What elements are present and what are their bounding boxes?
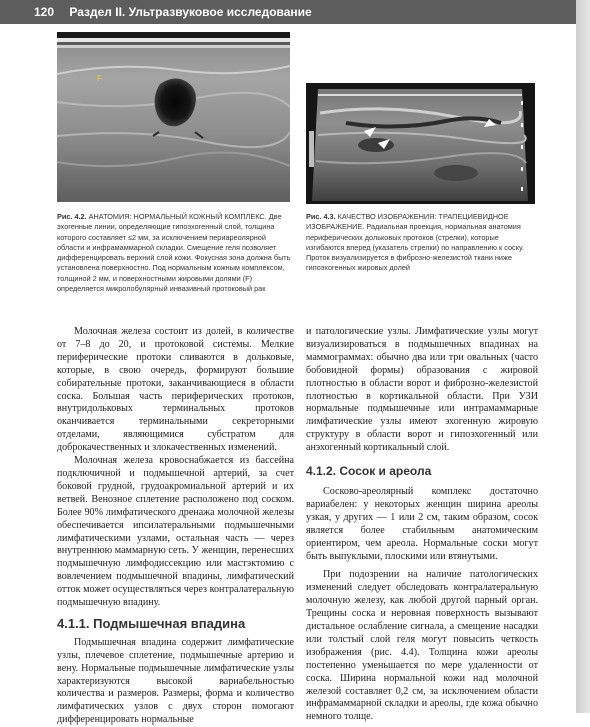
- ultrasound-image-trapezoid: [306, 83, 535, 204]
- paragraph: Сосково-ареолярный комплекс достаточно вариабелен: у некоторых женщин ширина ареолы узкая, у других — 1 или 2 см, таким образом, сосок является более стабильным анатомическим ориентиром, чем ареола. Нормальные соски могут быть выпуклыми, плоскими или втянутыми.: [306, 485, 538, 562]
- figure-4-3-text: КАЧЕСТВО ИЗОБРАЖЕНИЯ: ТРАПЕЦИЕВИДНОЕ ИЗОБРАЖЕНИЕ. Радиальная проекция, нормальная анатомия периферических дольковых протоков (стрелки), которые изгибаются вперед (указатель стрелки) по направлению к соску. Проток визуализируется в фиброзно-железистой ткани ниже гипоэхогенных жировых долей: [306, 212, 524, 273]
- figure-4-2-caption: [57, 212, 294, 294]
- page-edge: [576, 0, 590, 713]
- section-heading-nipple-areola: 4.1.2. Сосок и ареола: [306, 464, 432, 479]
- paragraph: Подмышечная впадина содержит лимфатические узлы, плечевое сплетение, подмышечные артерию и вену. Нормальные подмышечные лимфатические узлы характеризуются высокой вариабельностью количества и размеров. Размеры, форма и количество лимфатических узлов с двух сторон помогают дифференцировать нормальные: [57, 636, 294, 726]
- section-heading-axilla: 4.1.1. Подмышечная впадина: [57, 615, 246, 631]
- paragraph: При подозрении на наличие патологических изменений следует обследовать контралатеральную молочную железу, как любой другой парный орган. Трещины соска и неровная поверхность вызывают дистальное ослабление сигнала, а смещение насадки или толстый слой геля могут повысить четкость изображения (рис. 4.4). Толщина кожи ареолы постепенно уменьшается по мере удаленности от соска. Ширина нормальной кожи над молочной железой составляет 0,2 см, за исключением области инфрамаммарной складки и ареолы, где кожа обычно немного толще.: [306, 569, 538, 723]
- paragraph: и патологические узлы. Лимфатические узлы могут визуализироваться в подмышечных впадинах на маммограммах: обычно два или три овальных (часто бобовидной формы) образования с жировой плотностью в области ворот и фиброзно-железистой плотностью в кортикальной области. При УЗИ нормальные подмышечные или интрамаммарные лимфатические узлы имеют эхогенную жировую структуру в области ворот и гипоэхогенный или анэхогенный кортикальный слой.: [306, 326, 538, 454]
- running-header: [0, 0, 590, 24]
- ultrasound-image-1-graphic: [57, 32, 290, 202]
- section-title: Раздел II. Ультразвуковое исследование: [69, 5, 312, 19]
- left-text-column: [57, 326, 294, 727]
- paragraph: Молочная железа кровоснабжается из бассейна подключичной и подмышечной артерий, за счет боковой грудной, грудоакромиальной артерий и их ветвей. Венозное сплетение расположено под соском. Более 90% лимфатического дренажа молочной железы обеспечивается ипсилатеральными подмышечными лимфатическими узлами, остальная часть — через внутреннюю маммарную сеть. У женщин, перенесших подмышечную лимфодиссекцию или мастэктомию с вовлечением подмышечной впадины, лимфатический отток может осуществляться через контралатеральную подмышечную впадину.: [57, 455, 294, 609]
- right-text-column: [306, 326, 538, 724]
- figure-4-2-label: Рис. 4.2.: [57, 212, 87, 221]
- page-number: 120: [34, 5, 55, 19]
- fat-lobule-marker-label: F: [97, 74, 102, 83]
- paragraph: Молочная железа состоит из долей, в количестве от 7–8 до 20, и протоковой системы. Мелкие периферические протоки сливаются в дольковые, которые, в свою очередь, формируют большие собирательные протоки, заканчивающиеся в области соска. Большая часть периферических протоков, внутридольковых терминальных протоков оканчивается терминальными секреторными отделами, являющимися субстратом для доброкачественных и злокачественных изменений.: [57, 326, 294, 454]
- figure-4-2-text: АНАТОМИЯ: НОРМАЛЬНЫЙ КОЖНЫЙ КОМПЛЕКС. Две эхогенные линии, определяющие гипоэхогенный слой, толщина которого составляет ≤2 мм, за исключением периареолярной области и инфрамаммарной складки. Смещение геля позволяет дифференцировать верхний слой кожи. Фокусная зона должна быть установлена поверхностно. Под нормальным кожным комплексом, толщиной 2 мм, и поверхностными жировыми долями (F) определяется микролобулярный инвазивный протоковый рак: [57, 212, 291, 294]
- ultrasound-image-skin-complex: [57, 32, 290, 202]
- figure-4-3-caption: [306, 212, 538, 274]
- figure-4-3-label: Рис. 4.3.: [306, 212, 336, 221]
- ultrasound-image-2-graphic: [306, 83, 535, 204]
